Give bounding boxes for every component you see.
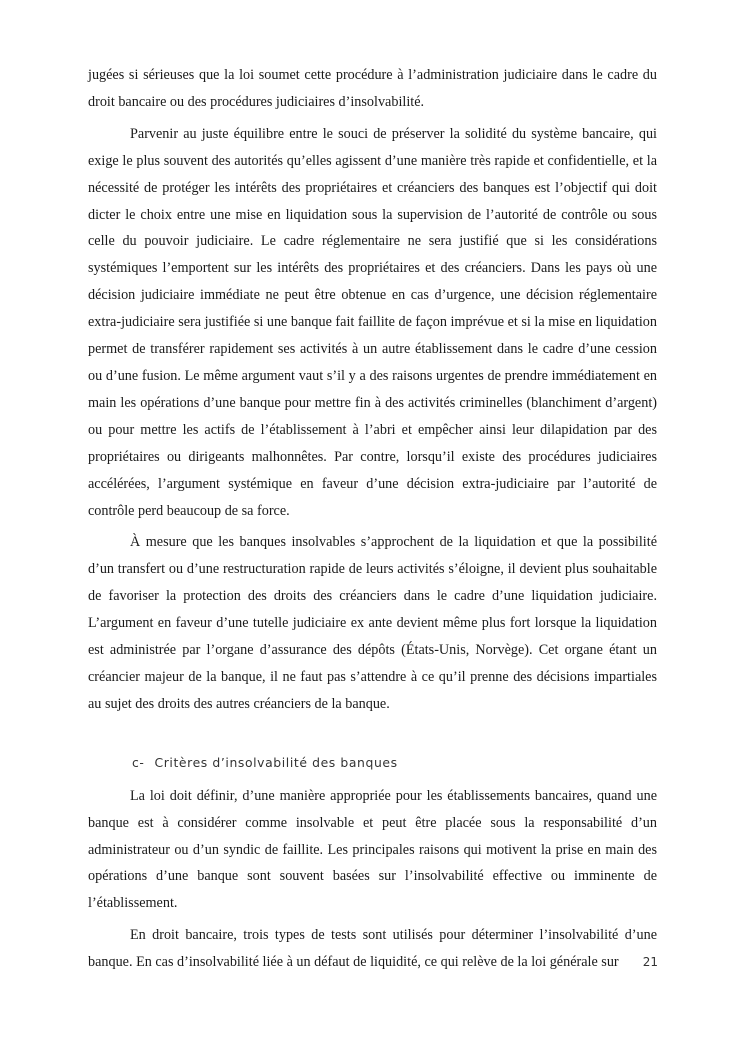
section-heading-title: Critères d’insolvabilité des banques (154, 754, 398, 770)
section-heading-marker: c- (132, 754, 145, 770)
section-heading (132, 754, 657, 772)
paragraph-tests: En droit bancaire, trois types de tests sont utilisés pour déterminer l’insolvabilité d’une banque. En cas d’insolvabilité liée à un défaut de liquidité, ce qui relève de la loi générale sur (88, 927, 657, 971)
page-number: 21 (642, 955, 658, 969)
document-body (88, 62, 657, 981)
paragraph-continuation: jugées si sérieuses que la loi soumet cette procédure à l’administration judiciaire dans le cadre du droit bancaire ou des procédures judiciaires d’insolvabilité. (88, 67, 657, 110)
paragraph-equilibrium: Parvenir au juste équilibre entre le souci de préserver la solidité du système bancaire, qui exige le plus souvent des autorités qu’elles agissent d’une manière très rapide et confidentielle, et la nécessité de protéger les intérêts des propriétaires et créanciers des banques est l’objectif qui doit dicter le choix entre une mise en liquidation sous la supervision de l’autorité de contrôle ou sous celle du pouvoir judiciaire. Le cadre réglementaire ne sera justifié que si les considérations systémiques l’emportent sur les intérêts des propriétaires et des créanciers. Dans les pays où une décision judiciaire immédiate ne peut être obtenue en cas d’urgence, une décision réglementaire extra-judiciaire sera justifiée si une banque fait faillite de façon imprévue et si la mise en liquidation permet de transférer rapidement ses activités à un autre établissement dans le cadre d’une cession ou d’une fusion. Le même argument vaut s’il y a des raisons urgentes de prendre immédiatement en main les opérations d’une banque pour mettre fin à des activités criminelles (blanchiment d’argent) ou pour mettre les actifs de l’établissement à l’abri et empêcher ainsi leur dilapidation par des propriétaires ou dirigeants malhonnêtes. Par contre, lorsqu’il existe des procédures judiciaires accélérées, l’argument systémique en faveur d’une décision extra-judiciaire par l’autorité de contrôle perd beaucoup de sa force. (88, 125, 657, 519)
paragraph-liquidation: À mesure que les banques insolvables s’approchent de la liquidation et que la possibilité d’un transfert ou d’une restructuration rapide de leurs activités s’éloigne, il devient plus souhaitable de favoriser la protection des droits des créanciers dans le cadre d’une liquidation judiciaire. L’argument en faveur d’une tutelle judiciaire ex ante devient même plus fort lorsque la liquidation est administrée par l’organe d’assurance des dépôts (États-Unis, Norvège). Cet organe étant un créancier majeur de la banque, il ne faut pas s’attendre à ce qu’il prenne des décisions impartiales au sujet des droits des autres créanciers de la banque. (88, 534, 657, 712)
paragraph-definition: La loi doit définir, d’une manière appropriée pour les établissements bancaires, quand une banque est à considérer comme insolvable et peut être placée sous la responsabilité d’un administrateur ou d’un syndic de faillite. Les principales raisons qui motivent la prise en main des opérations d’une banque sont souvent basées sur l’insolvabilité effective ou imminente de l’établissement. (88, 787, 657, 912)
